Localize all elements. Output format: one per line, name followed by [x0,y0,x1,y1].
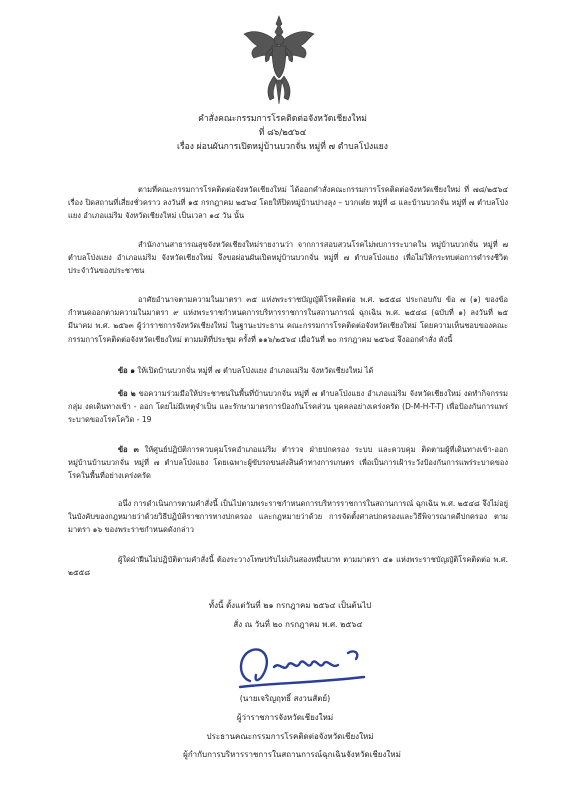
item-2 [68,387,508,427]
signer-title-emergency-director: ผู้กำกับการบริหารราชการในสถานการณ์ฉุกเฉินจังหวัดเชียงใหม่ [183,750,401,759]
paragraph-authority: อาศัยอำนาจตามความในมาตรา ๓๕ แห่งพระราชบัญญัติโรคติดต่อ พ.ศ. ๒๕๕๘ ประกอบกับ ข้อ ๗ (๑) ของข้อกำหนดออกตามความในมาตรา ๙ แห่งพระราชกำหนดการบริหารราชการในสถานการณ์ ฉุกเฉิน พ.ศ. ๒๕๔๘ (ฉบับที่ ๑) ลงวันที่ ๒๕ มีนาคม พ.ศ. ๒๕๖๓ ผู้ว่าราชการจังหวัดเชียงใหม่ ในฐานะประธาน คณะกรรมการโรคติดต่อจังหวัดเชียงใหม่ โดยความเห็นชอบของคณะกรรมการโรคติดต่อจังหวัดเชียงใหม่ ตามมติที่ประชุม ครั้งที่ ๑๑๖/๒๕๖๔ เมื่อวันที่ ๒๐ กรกฎาคม ๒๕๖๔ จึงออกคำสั่ง ดังนี้ [68,295,508,344]
item-2-text: ขอความร่วมมือให้ประชาชนในพื้นที่บ้านบวกจั่น หมู่ที่ ๗ ตำบลโป่งแยง อำเภอแม่ริม จังหวัดเชียงใหม่ งดทำกิจกรรมกลุ่ม งดเดินทางเข้า - ออก โดยไม่มีเหตุจำเป็น และรักษามาตรการป้องกันโรคส่วน บุคคลอย่างเคร่งครัด (D-M-H-T-T) เพื่อป้องกันการแพร่ระบาดของโรคโควิด - 19 [68,389,508,425]
order-number: ที่ ๘๖/๒๕๖๔ [258,128,307,138]
item-3-text: ให้ศูนย์ปฏิบัติการควบคุมโรคอำเภอแม่ริม ตำรวจ ฝ่ายปกครอง ระบบ และควบคุม ติดตามผู้ที่เดินทางเข้า-ออกหมู่บ้านบ้านบวกจั่น หมู่ที่ ๗ ตำบลโป่งแยง โดยเฉพาะผู้ขับรถขนส่งสินค้าทางการเกษตร เพื่อเป็นการเฝ้าระวังป้องกันการแพร่ระบาดของโรคในพื้นที่อย่างเคร่งครัด [68,445,508,481]
order-heading: คำสั่งคณะกรรมการโรคติดต่อจังหวัดเชียงใหม่ [198,114,367,124]
order-subject: เรื่อง ผ่อนผันการเปิดหมู่บ้านบวกจั่น หมู่ที่ ๗ ตำบลโป่งแยง [177,142,388,152]
item-1-label: ข้อ ๑ [118,366,136,375]
signer-title-committee-chair: ประธานคณะกรรมการโรคติดต่อจังหวัดเชียงใหม่ [206,732,374,741]
item-3 [68,443,508,483]
item-1-text: ให้เปิดบ้านบวกจั่น หมู่ที่ ๗ ตำบลโป่งแยง อำเภอแม่ริม จังหวัดเชียงใหม่ ได้ [137,366,374,375]
item-3-label: ข้อ ๓ [118,445,139,454]
paragraph-report: สำนักงานสาธารณสุขจังหวัดเชียงใหม่รายงานว่า จากการสอบสวนโรคไม่พบการระบาดใน หมู่บ้านบวกจั่น หมู่ที่ ๗ ตำบลโป่งแยง อำเภอแม่ริม จังหวัดเชียงใหม่ จึงขอผ่อนผันเปิดหมู่บ้านบวกจั่น หมู่ที่ ๗ ตำบลโป่งแยง เพื่อไม่ให้กระทบต่อการดำรงชีวิตประจำวันของประชาชน [68,240,508,276]
item-2-label: ข้อ ๒ [118,389,136,398]
handwritten-signature [232,643,372,691]
signer-title-governor: ผู้ว่าราชการจังหวัดเชียงใหม่ [236,713,334,722]
item-1 [68,364,508,377]
signer-name: (นายเจริญฤทธิ์ สงวนสัตย์) [239,694,331,703]
ordered-date: สั่ง ณ วันที่ ๒๐ กรกฎาคม พ.ศ. ๒๕๖๔ [233,620,363,629]
paragraph-legal-note: อนึ่ง การดำเนินการตามคำสั่งนี้ เป็นไปตามพระราชกำหนดการบริหารราชการในสถานการณ์ ฉุกเฉิน พ.ศ. ๒๕๔๘ จึงไม่อยู่ในบังคับของกฎหมายว่าด้วยวิธีปฏิบัติราชการทางปกครอง และกฎหมายว่าด้วย การจัดตั้งศาลปกครองและวิธีพิจารณาคดีปกครอง ตามมาตรา ๑๖ ของพระราชกำหนดดังกล่าว [68,499,508,535]
effective-date: ทั้งนี้ ตั้งแต่วันที่ ๒๑ กรกฎาคม ๒๕๖๔ เป็นต้นไป [208,601,372,610]
paragraph-penalty: ผู้ใดฝ่าฝืนไม่ปฏิบัติตามคำสั่งนี้ ต้องระวางโทษปรับไม่เกินสองหมื่นบาท ตามมาตรา ๕๑ แห่งพระราชบัญญัติโรคติดต่อ พ.ศ. ๒๕๕๘ [68,555,508,578]
paragraph-background: ตามที่คณะกรรมการโรคติดต่อจังหวัดเชียงใหม่ ได้ออกคำสั่งคณะกรรมการโรคติดต่อจังหวัดเชียงใหม่ ที่ ๗๘/๒๕๖๔ เรื่อง ปิดสถานที่เสี่ยงชั่วคราว ลงวันที่ ๑๕ กรกฎาคม ๒๕๖๔ โดยให้ปิดหมู่บ้านปางลุง – บวกเต๋ย หมู่ที่ ๘ และบ้านบวกจั่น หมู่ที่ ๗ ตำบลโป่งแยง อำเภอแม่ริม จังหวัดเชียงใหม่ เป็นเวลา ๑๔ วัน นั้น [68,185,508,221]
garuda-emblem-icon [242,14,316,106]
